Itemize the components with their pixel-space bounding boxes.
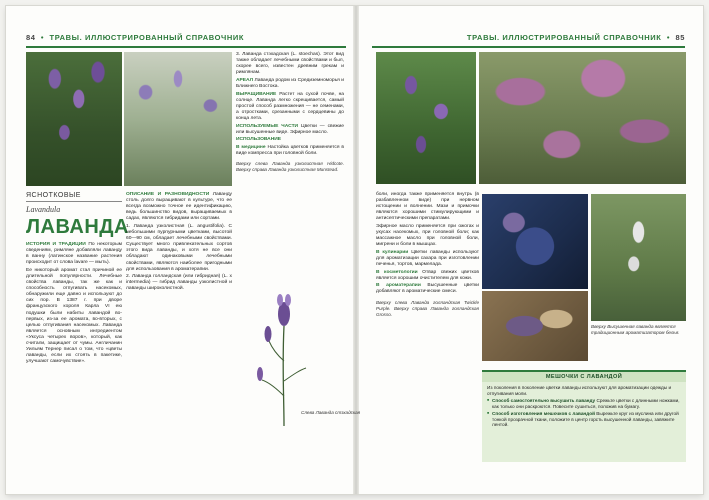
text-column-1 bbox=[26, 242, 122, 367]
right-running-head-text: ТРАВЫ. ИЛЛЮСТРИРОВАННЫЙ СПРАВОЧНИК bbox=[466, 33, 662, 42]
right-running-head: ТРАВЫ. ИЛЛЮСТРИРОВАННЫЙ СПРАВОЧНИК • 85 bbox=[466, 33, 685, 42]
lavender-photo bbox=[376, 52, 476, 184]
book-spread bbox=[6, 6, 703, 494]
lavender-sachet-box bbox=[482, 370, 686, 462]
photo-caption: Вверху Высушенная лаванда является традиционным ароматизатором белья. bbox=[591, 324, 680, 335]
paragraph: АРЕАЛ Лаванда родом из Средиземноморья и Ближнего Востока. bbox=[236, 77, 344, 89]
plant-family: ЯСНОТКОВЫЕ bbox=[26, 192, 122, 202]
paragraph: 2. Лаванда голландская (или гибридная) (L. x intermedia) — гибрид лаванды узколистной и лаванды широколистной. bbox=[126, 274, 232, 292]
paragraph: ВЫРАЩИВАНИЕ Растет на сухой почве, на солнце. Лаванда легко скрещивается, самый простой способ размножения — не семенами, а отростками, срезанными с сердцевины до конца лета. bbox=[236, 91, 344, 121]
paragraph: ОПИСАНИЕ И РАЗНОВИДНОСТИ Лаванду столь долго выращивают в культуре, что ее всегда возможно точное ее идентификацию, ведь большинство видов, выращиваемых в садах, являются гибридами или сортами. bbox=[126, 192, 232, 222]
paragraph: В ароматерапии Высушенные цветки добавляют в ароматические смеси. bbox=[376, 283, 479, 295]
book-gutter bbox=[353, 6, 359, 494]
left-running-head-text: ТРАВЫ. ИЛЛЮСТРИРОВАННЫЙ СПРАВОЧНИК bbox=[49, 33, 245, 42]
paragraph: 1. Лаванда узколистная (L. angustifolia). С небольшими пурпурными цветками, высотой 60—90 см, обладает лечебными свойствами. Существует много привлекательных сортов этого вида лаванды, и хотя не все они обладают одинаковыми лечебными свойствами, являются наиболее пригодными для использования в ароматерапии. bbox=[126, 223, 232, 272]
lavender-field-photo bbox=[479, 52, 686, 184]
sketch-caption: Слева Лаванда стэхадская bbox=[301, 410, 361, 415]
dried-lavender-photo bbox=[482, 291, 588, 361]
left-running-head: 84 • ТРАВЫ. ИЛЛЮСТРИРОВАННЫЙ СПРАВОЧНИК bbox=[26, 33, 245, 42]
photo-caption: Вверху слева Лаванда голландская Twickle Purple. Вверху справа Лаванда голландская Grosso. bbox=[376, 299, 479, 317]
right-page-number: 85 bbox=[675, 33, 685, 42]
text-column-3 bbox=[236, 52, 344, 175]
paragraph: ИСТОРИЯ И ТРАДИЦИИ По некоторым сведениям, римляне добавляли лаванду в ванну (латинское название растения происходит от слова lavare — мыть). bbox=[26, 242, 122, 266]
list-item: ■ Способ самостоятельно высушить лаванду Срежьте цветки с длинными ножками, как только они раскроются. Повесите сушиться, положив на бумагу. bbox=[487, 398, 681, 410]
text-column-4 bbox=[376, 192, 479, 319]
box-title: МЕШОЧКИ С ЛАВАНДОЙ bbox=[482, 372, 686, 382]
paragraph: ИСПОЛЬЗУЕМЫЕ ЧАСТИ Цветки — свежие или высушенные виде. Эфирное масло. bbox=[236, 123, 344, 135]
box-intro: Из поколения в поколение цветки лаванды используют для ароматизации одежды и отпугивания моли. bbox=[487, 385, 672, 396]
paragraph: Эфирное масло применяется при ожогах и укусах насекомых, при головной боли; как массажное масло при головной боли, мигрени и боли в мышцах. bbox=[376, 223, 479, 248]
box-list bbox=[482, 398, 686, 429]
page-title: ЛАВАНДА bbox=[26, 216, 130, 238]
paragraph: боли, иногда также применяется внутрь (в разбавленном виде) при нервном истощении и волнении. Мази и примочки являются хорошими стимулирующими и антисептическими препаратами. bbox=[376, 192, 479, 222]
paragraph: В кулинарии Цветки лаванды используют для ароматизации сахара при изготовлении печенья, тортов, мармелада. bbox=[376, 249, 479, 268]
paragraph: Ее никоторый аромат стал причиной ее длительной популярности. Лечебные свойства лаванды, так же как и способность отпугивать насекомых, обнаружили еще давно и используют до сих пор. В 1387 г. при дворе французского короля Карла VI ею подушки были набиты лавандой во-первых, из-за ее аромата, во-вторых, с целью отпугивания насекомых. Лаванда является основным ингредиентом «Уксуса четырех воров», который, как считали, защищает от чумы. Англичанин Уильям Тернер писал о том, что «цветы лаванды, если их стоять в пакетике, улучшают самочувствие». bbox=[26, 267, 122, 365]
paragraph: 3. Лаванда стэхадская (L. stoechas). Этот вид также обладает лечебными свойствами и был, скорее всего, известен древним грекам и римлянам. bbox=[236, 52, 344, 76]
list-item: ■ Способ изготовления мешочков с лавандой Вырежьте круг из муслина или другой тонкой прозрачной ткани, положите в центр горсть высушенной лаванды, завяжите лентой. bbox=[487, 411, 681, 429]
text-column-2 bbox=[126, 192, 232, 294]
left-header-rule bbox=[26, 46, 346, 48]
right-header-rule bbox=[372, 46, 685, 48]
paragraph: В медицине Настойка цветков применяется в виде компресса при головной боли. bbox=[236, 144, 345, 156]
lavender-photo bbox=[26, 52, 122, 186]
photo-caption: Вверху слева Лаванда узколистная Hidcote. Вверху справа Лаванда узколистная Munstead. bbox=[236, 161, 344, 172]
lavender-sketch-icon bbox=[254, 286, 314, 426]
left-page-number: 84 bbox=[26, 33, 36, 42]
paragraph: В косметологии Отвар свежих цветков является хорошим очистителем для кожи. bbox=[376, 269, 479, 281]
lavender-sachet-photo bbox=[482, 194, 588, 289]
white-lavender-photo bbox=[591, 194, 686, 321]
lavender-photo bbox=[124, 52, 232, 186]
paragraph: ИСПОЛЬЗОВАНИЕ bbox=[236, 137, 282, 143]
plant-genus: Lavandula bbox=[26, 205, 61, 214]
